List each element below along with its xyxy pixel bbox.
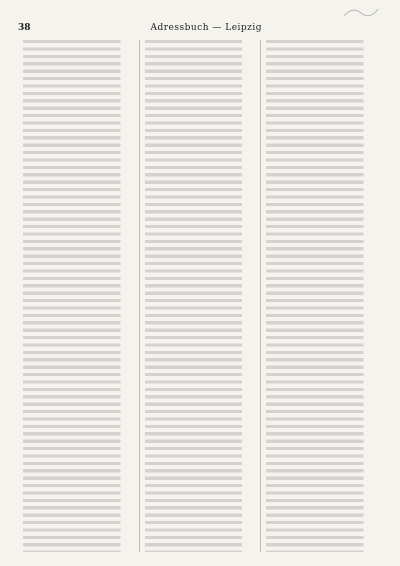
page-number: 38 [18, 23, 31, 33]
column-3 [260, 40, 382, 552]
page-header [18, 20, 382, 36]
running-title: Adressbuch — Leipzig [150, 23, 263, 33]
column-3-entries [266, 40, 377, 552]
directory-columns [18, 40, 382, 552]
stamp-mark-icon [342, 4, 380, 20]
column-1 [18, 40, 139, 552]
column-2 [139, 40, 261, 552]
column-1-entries [23, 40, 134, 552]
column-2-entries [145, 40, 256, 552]
